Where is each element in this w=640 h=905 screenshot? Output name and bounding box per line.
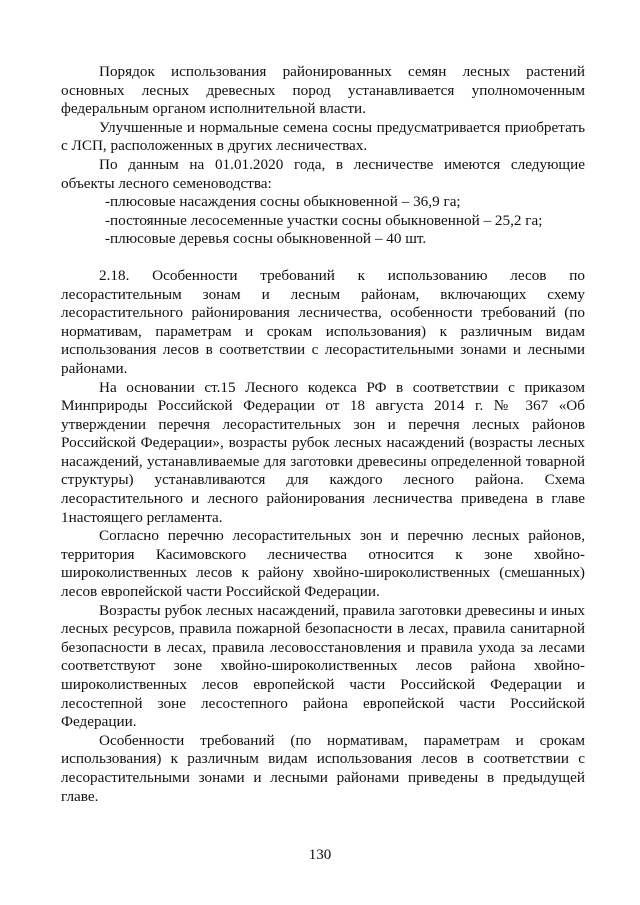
page-number: 130 <box>308 847 332 863</box>
paragraph-seed-objects-intro: По данным на 01.01.2020 года, в лесничестве имеются следующие объекты лесного семеноводства: <box>61 155 585 192</box>
paragraph-seed-usage: Порядок использования районированных семян лесных растений основных лесных древесных пород устанавливается уполномоченным федеральным органом исполнительной власти. <box>61 63 585 118</box>
paragraph-legal-basis: На основании ст.15 Лесного кодекса РФ в соответствии с приказом Минприроды Российской Федерации от 18 августа 2014 г. № 367 «Об утверждении перечня лесорастительных зон и перечня лесных районов Российской Федерации», возрасты рубок лесных насаждений (возрасты лесных насаждений, устанавливаемые для заготовки древесины определенной товарной структуры) устанавливаются для каждого лесного района. Схема лесорастительного и лесного районирования лесничества приведена в главе 1настоящего регламента. <box>61 378 585 526</box>
body-text <box>61 63 585 806</box>
list-item-plus-stands: -плюсовые насаждения сосны обыкновенной – 36,9 га; <box>105 193 461 211</box>
list-item-plus-trees: -плюсовые деревья сосны обыкновенной – 40 шт. <box>105 230 427 248</box>
paragraph-pine-seeds: Улучшенные и нормальные семена сосны предусматривается приобретать с ЛСП, расположенных в других лесничествах. <box>61 118 585 155</box>
paragraph-requirements-reference: Особенности требований (по нормативам, параметрам и срокам использования) к различным видам использования лесов в соответствии с лесорастительными зонами и лесными районами приведены в предыдущей главе. <box>61 731 585 805</box>
paragraph-rules-correspondence: Возрасты рубок лесных насаждений, правила заготовки древесины и иных лесных ресурсов, правила пожарной безопасности в лесах, правила санитарной безопасности в лесах, правила лесовосстановления и правила ухода за лесами соответствуют зоне хвойно-широколиственных лесов района хвойно-широколиственных лесов европейской части Российской Федерации и лесостепной зоне лесостепного района европейской части Российской Федерации. <box>61 601 585 731</box>
list-item-seed-plots: -постоянные лесосеменные участки сосны обыкновенной – 25,2 га; <box>105 211 543 229</box>
paragraph-zone-classification: Согласно перечню лесорастительных зон и перечню лесных районов, территория Касимовского лесничества относится к зоне хвойно-широколиственных лесов к району хвойно-широколиственных (смешанных) лесов европейской части Российской Федерации. <box>61 527 585 601</box>
section-heading: 2.18. Особенности требований к использованию лесов по лесорастительным зонам и лесным районам, включающих схему лесорастительного районирования лесничества, особенности требований (по нормативам, параметрам и срокам использования) к различным видам использования лесов в соответствии с лесорастительными зонами и лесными районами. <box>61 266 585 377</box>
